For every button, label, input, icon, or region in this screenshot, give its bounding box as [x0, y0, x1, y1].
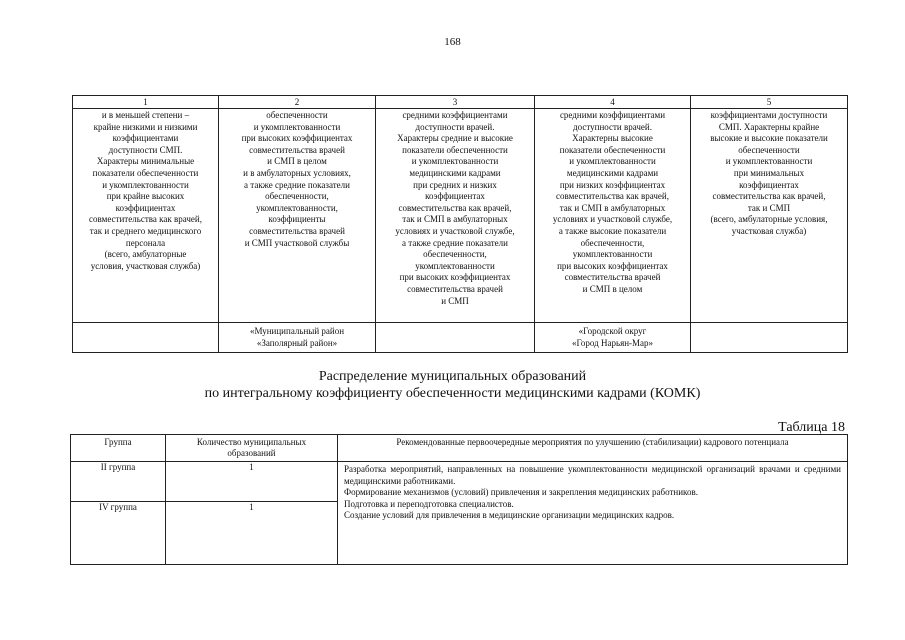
criteria-line: обеспеченности,	[265, 191, 329, 202]
criteria-line: и в меньшей степени –	[101, 110, 190, 120]
column-header-5: 5	[691, 96, 848, 109]
municipality-cell	[219, 323, 376, 353]
criteria-line: коэффициентах	[115, 202, 176, 213]
criteria-cell	[376, 109, 535, 323]
criteria-line: и СМП в целом	[582, 283, 643, 294]
criteria-line: обеспеченности	[266, 110, 328, 120]
measure-item: Создание условий для привлечения в медицинские организации медицинских кадров.	[344, 510, 675, 520]
criteria-line: (всего, амбулаторные	[104, 249, 187, 260]
criteria-line: показатели обеспеченности	[402, 144, 508, 155]
municipality-cell	[73, 323, 219, 353]
count-header-line1: Количество муниципальных	[196, 437, 307, 447]
criteria-line: так и СМП в амбулаторных	[402, 214, 508, 225]
criteria-line: доступности врачей.	[573, 121, 652, 132]
criteria-line: условиях и участковой службе,	[552, 214, 673, 225]
criteria-line: участковая служба)	[731, 225, 807, 236]
count-cell: 1	[166, 462, 338, 502]
column-header-4: 4	[535, 96, 691, 109]
criteria-line: и в амбулаторных условиях,	[243, 167, 351, 178]
criteria-line: обеспеченности	[738, 144, 800, 155]
criteria-line: и укомплектованности	[725, 156, 813, 167]
criteria-header-row	[73, 96, 848, 109]
groups-table	[70, 434, 848, 565]
measures-cell	[338, 462, 848, 565]
criteria-line: показатели обеспеченности	[92, 167, 199, 178]
group-cell: II группа	[71, 462, 166, 502]
criteria-line: при низких коэффициентах	[559, 179, 666, 190]
measure-item: Разработка мероприятий, направленных на повышение укомплектованности медицинской организаций врачами и средними медицинскими работниками.	[344, 464, 841, 486]
criteria-line: и укомплектованности	[569, 156, 656, 167]
municipality-cell	[535, 323, 691, 353]
table-row	[71, 462, 848, 502]
criteria-line: укомплектованности,	[256, 202, 338, 213]
criteria-line: Характеры минимальные	[96, 156, 195, 167]
criteria-line: средними коэффициентами	[402, 110, 508, 120]
criteria-line: при минимальных	[733, 167, 805, 178]
criteria-line: при средних и низких	[413, 179, 497, 190]
measure-item: Подготовка и переподготовка специалистов.	[344, 498, 514, 509]
group-cell: IV группа	[71, 502, 166, 565]
measure-item: Формирование механизмов (условий) привлечения и закрепления медицинских работников.	[344, 487, 698, 497]
criteria-line: и укомплектованности	[102, 179, 189, 190]
criteria-line: Характерны высокие	[572, 133, 653, 144]
criteria-line: крайне низкими и низкими	[93, 121, 198, 132]
criteria-table	[72, 95, 848, 353]
criteria-line: и укомплектованности	[253, 121, 341, 132]
criteria-line: совместительства врачей	[407, 283, 503, 294]
criteria-line: укомплектованности	[572, 249, 653, 260]
criteria-line: показатели обеспеченности	[559, 144, 666, 155]
municipality-name-line: «Городской округ	[578, 326, 647, 336]
criteria-line: СМП. Характерны крайне	[718, 121, 820, 132]
criteria-line: совместительства как врачей,	[556, 191, 669, 202]
criteria-line: медицинскими кадрами	[566, 167, 659, 178]
criteria-line: и СМП	[441, 295, 469, 306]
groups-header-row	[71, 435, 848, 462]
criteria-line: и укомплектованности	[411, 156, 499, 167]
table-number: Таблица 18	[778, 420, 845, 435]
criteria-body-row	[73, 109, 848, 323]
criteria-line: условия, участковая служба)	[90, 260, 201, 271]
criteria-line: совместительства врачей	[249, 225, 345, 236]
criteria-line: а также средние показатели	[244, 179, 350, 190]
criteria-line: совместительства как врачей,	[712, 191, 826, 202]
municipality-row	[73, 323, 848, 353]
municipality-name-line: «Город Нарьян-Мар»	[571, 338, 654, 348]
criteria-cell	[691, 109, 848, 323]
criteria-cell	[535, 109, 691, 323]
criteria-line: коэффициентами доступности	[710, 110, 828, 120]
criteria-line: при высоких коэффициентах	[557, 260, 668, 271]
criteria-line: а также высокие показатели	[558, 225, 667, 236]
criteria-line: совместительства врачей	[249, 144, 345, 155]
criteria-line: и СМП участковой службы	[244, 237, 350, 248]
criteria-line: совместительства как врачей,	[398, 202, 512, 213]
municipality-cell	[691, 323, 848, 353]
page-number: 168	[444, 36, 461, 48]
criteria-line: и СМП в целом	[267, 156, 327, 167]
criteria-line: персонала	[125, 237, 166, 248]
group-header: Группа	[71, 435, 166, 462]
municipality-cell	[376, 323, 535, 353]
criteria-line: при высоких коэффициентах	[241, 133, 353, 144]
criteria-line: коэффициенты	[268, 214, 326, 225]
section-title-line2: по интегральному коэффициенту обеспеченности медицинскими кадрами (КОМК)	[204, 386, 701, 401]
criteria-line: обеспеченности,	[580, 237, 645, 248]
criteria-line: так и среднего медицинского	[89, 225, 202, 236]
criteria-line: Характеры средние и высокие	[397, 133, 513, 144]
criteria-line: совместительства как врачей,	[89, 214, 202, 225]
count-header	[166, 435, 338, 462]
criteria-line: коэффициентах	[425, 191, 485, 202]
column-header-1: 1	[73, 96, 219, 109]
criteria-line: коэффициентами	[112, 133, 179, 144]
column-header-3: 3	[376, 96, 535, 109]
column-header-2: 2	[219, 96, 376, 109]
criteria-line: при высоких коэффициентах	[399, 272, 511, 283]
criteria-line: обеспеченности,	[423, 249, 487, 260]
section-title-line1: Распределение муниципальных образований	[318, 369, 587, 384]
measures-header: Рекомендованные первоочередные мероприятия по улучшению (стабилизации) кадрового потенциала	[338, 435, 848, 462]
criteria-line: так и СМП	[747, 202, 791, 213]
criteria-cell	[73, 109, 219, 323]
criteria-line: средними коэффициентами	[559, 110, 666, 120]
criteria-line: при крайне высоких	[106, 191, 185, 202]
count-cell: 1	[166, 502, 338, 565]
municipality-name-line: «Заполярный район»	[256, 338, 338, 348]
criteria-cell	[219, 109, 376, 323]
criteria-line: доступности СМП.	[108, 144, 183, 155]
criteria-line: условиях и участковой службе,	[395, 225, 515, 236]
criteria-line: так и СМП в амбулаторных	[559, 202, 666, 213]
criteria-line: медицинскими кадрами	[409, 167, 501, 178]
criteria-line: высокие и высокие показатели	[710, 133, 828, 144]
count-header-line2: образований	[227, 448, 276, 458]
criteria-line: (всего, амбулаторные условия,	[710, 214, 828, 225]
criteria-line: совместительства врачей	[564, 272, 661, 283]
criteria-line: укомплектованности	[415, 260, 495, 271]
municipality-name-line: «Муниципальный район	[249, 326, 345, 336]
criteria-line: а также средние показатели	[402, 237, 508, 248]
criteria-line: коэффициентах	[739, 179, 799, 190]
criteria-line: доступности врачей.	[415, 121, 495, 132]
